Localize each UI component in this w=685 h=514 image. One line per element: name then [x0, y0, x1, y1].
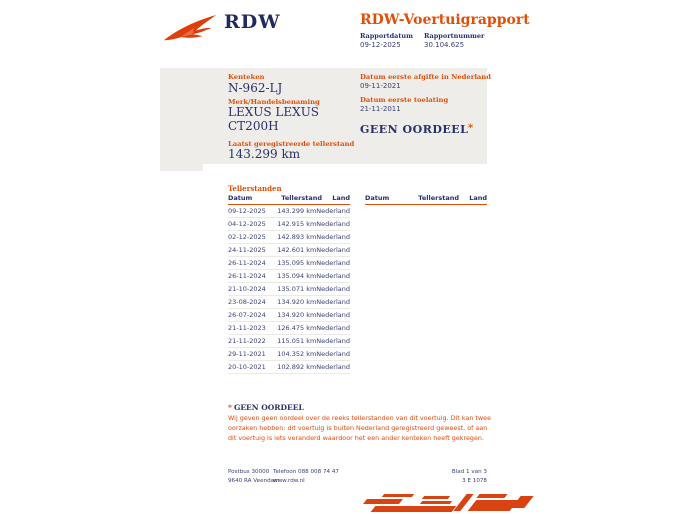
cell-land: Nederland: [316, 298, 350, 307]
footer-page-number: Blad 1 van 3: [451, 469, 487, 475]
report-number-label: Rapportnummer: [424, 32, 485, 40]
report-number-value: 30.104.625: [424, 41, 465, 49]
cell-land: Nederland: [316, 311, 350, 320]
rdw-logo-text: RDW: [224, 11, 281, 33]
table-row: [228, 348, 350, 361]
report-date-value: 09-12-2025: [360, 41, 401, 49]
cell-land: Nederland: [316, 233, 350, 242]
footnote-title: [228, 403, 304, 412]
cell-tellerstand: 142.915 km: [277, 220, 317, 229]
footer-address: [228, 468, 280, 486]
odometer-table-right: [365, 194, 487, 205]
footer-website: www.rdw.nl: [273, 478, 305, 484]
table-row: [228, 322, 350, 335]
table-row: [228, 244, 350, 257]
footnote-title-text: GEEN OORDEEL: [233, 403, 304, 412]
cell-tellerstand: 135.071 km: [277, 285, 317, 294]
kenteken-label: Kenteken: [228, 73, 265, 81]
cell-tellerstand: 104.352 km: [277, 350, 317, 359]
cell-datum: 02-12-2025: [228, 233, 266, 242]
table-row: [228, 296, 350, 309]
cell-datum: 21-11-2022: [228, 337, 266, 346]
cell-tellerstand: 143.299 km: [277, 207, 317, 216]
rdw-wing-icon: [162, 13, 218, 45]
cell-datum: 26-07-2024: [228, 311, 266, 320]
cell-land: Nederland: [316, 363, 350, 371]
odometer-table-left: [228, 194, 350, 374]
footer-phone: Telefoon 088 008 74 47: [273, 469, 339, 475]
report-date-label: Rapportdatum: [360, 32, 413, 40]
footer-contact: [273, 468, 339, 486]
merk-line2: CT200H: [228, 119, 279, 133]
table-row: [228, 335, 350, 348]
eerste-toelating-label: Datum eerste toelating: [360, 96, 449, 104]
cell-tellerstand: 135.095 km: [277, 259, 317, 268]
table-body: [228, 205, 350, 374]
footer-form-code: 3 E 1078: [462, 478, 487, 484]
cell-datum: 21-11-2023: [228, 324, 266, 333]
table-row: [228, 283, 350, 296]
cell-land: Nederland: [316, 324, 350, 333]
cell-tellerstand: 142.601 km: [277, 246, 317, 255]
table-row: [228, 218, 350, 231]
cell-tellerstand: 142.893 km: [277, 233, 317, 242]
cell-tellerstand: 135.094 km: [277, 272, 317, 281]
tellerstand-value: 143.299 km: [228, 147, 301, 161]
cell-land: Nederland: [316, 259, 350, 268]
footer-page-info: [420, 468, 487, 486]
col-header-datum: Datum: [228, 194, 253, 202]
page-title: RDW-Voertuigrapport: [360, 12, 530, 28]
table-row: [228, 205, 350, 218]
footer-address-line2: 9640 RA Veendam: [228, 478, 280, 484]
merk-line1: LEXUS LEXUS: [228, 105, 320, 119]
col-header-datum: Datum: [365, 194, 390, 202]
footer-address-line1: Postbus 30000: [228, 469, 270, 475]
col-header-land: Land: [332, 194, 350, 202]
cell-tellerstand: 134.920 km: [277, 298, 317, 307]
table-row: [228, 361, 350, 374]
col-header-tellerstand: Tellerstand: [418, 194, 459, 202]
eerste-afgifte-label: Datum eerste afgifte in Nederland: [360, 73, 492, 81]
cell-datum: 26-11-2024: [228, 272, 266, 281]
footnote-asterisk: *: [228, 403, 232, 412]
merk-label: Merk/Handelsbenaming: [228, 98, 320, 106]
vehicle-summary-panel: [160, 68, 487, 164]
col-header-tellerstand: Tellerstand: [281, 194, 322, 202]
table-row: [228, 270, 350, 283]
cell-land: Nederland: [316, 207, 350, 216]
cell-datum: 26-11-2024: [228, 259, 266, 268]
cell-land: Nederland: [316, 246, 350, 255]
tellerstand-label: Laatst geregistreerde tellerstand: [228, 140, 355, 148]
col-header-land: Land: [469, 194, 487, 202]
cell-tellerstand: 102.892 km: [277, 363, 317, 371]
eerste-toelating-date: 21-11-2011: [360, 105, 401, 113]
cell-datum: 20-10-2021: [228, 363, 266, 371]
verdict-text: GEEN OORDEEL: [360, 123, 469, 136]
rdw-stripes-graphic: [363, 491, 531, 513]
table-row: [228, 309, 350, 322]
cell-land: Nederland: [316, 272, 350, 281]
cell-datum: 09-12-2025: [228, 207, 266, 216]
verdict-asterisk: *: [468, 123, 474, 134]
cell-datum: 29-11-2021: [228, 350, 266, 359]
cell-datum: 23-08-2024: [228, 298, 266, 307]
tellerstanden-section-title: Tellerstanden: [228, 184, 282, 193]
eerste-afgifte-date: 09-11-2021: [360, 82, 401, 90]
cell-datum: 24-11-2025: [228, 246, 266, 255]
table-row: [228, 257, 350, 270]
kenteken-value: N-962-LJ: [228, 81, 283, 95]
cell-land: Nederland: [316, 337, 350, 346]
cell-land: Nederland: [316, 285, 350, 294]
cell-tellerstand: 115.051 km: [277, 337, 317, 346]
cell-tellerstand: 134.920 km: [277, 311, 317, 320]
footnote-body: Wij geven geen oordeel over de reeks tellerstanden van dit voertuig. Dit kan twee oorzaken hebben: dit voertuig is buiten Nederland geregistreerd geweest, of aan dit voertuig is iets veranderd waardoor het een ander kenteken heeft gekregen.: [228, 414, 492, 442]
cell-land: Nederland: [316, 220, 350, 229]
table-row: [228, 231, 350, 244]
cell-datum: 21-10-2024: [228, 285, 266, 294]
table-header-row: [365, 194, 487, 205]
table-header-row: [228, 194, 350, 205]
cell-tellerstand: 126.475 km: [277, 324, 317, 333]
cell-datum: 04-12-2025: [228, 220, 266, 229]
merk-value: [228, 105, 319, 133]
cell-land: Nederland: [316, 350, 350, 359]
